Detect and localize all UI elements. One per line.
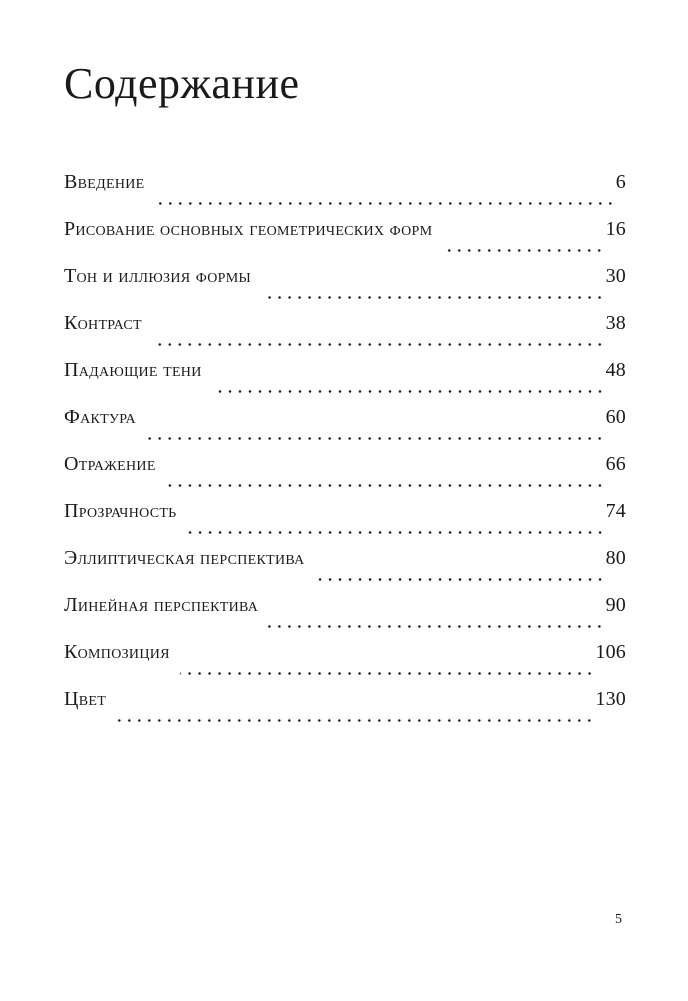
toc-entry-introduction[interactable] — [64, 172, 626, 219]
toc-entry-title: Композиция — [64, 641, 170, 663]
toc-entry-title: Рисование основных геометрических форм — [64, 218, 433, 240]
toc-entry-tone-and-form[interactable] — [64, 266, 626, 313]
toc-entry-page: 6 — [615, 171, 626, 193]
toc-entry-basic-shapes[interactable] — [64, 219, 626, 266]
toc-entry-page: 80 — [605, 547, 626, 569]
dot-leader — [315, 578, 605, 581]
toc-entry-transparency[interactable] — [64, 501, 626, 548]
toc-entry-page: 130 — [595, 688, 626, 710]
toc-entry-title: Падающие тени — [64, 359, 202, 381]
toc-entry-page: 38 — [605, 312, 626, 334]
toc-entry-page: 74 — [605, 500, 626, 522]
dot-leader — [268, 625, 604, 628]
toc-entry-title: Цвет — [64, 688, 107, 710]
toc-entry-page: 60 — [605, 406, 626, 428]
dot-leader — [261, 296, 605, 299]
toc-entry-page: 16 — [605, 218, 626, 240]
dot-leader — [152, 343, 605, 346]
toc-entry-title: Эллиптическая перспектива — [64, 547, 305, 569]
dot-leader — [180, 672, 595, 675]
toc-entry-linear-perspective[interactable] — [64, 595, 626, 642]
toc-entry-title: Линейная перспектива — [64, 594, 259, 616]
toc-entry-title: Отражение — [64, 453, 156, 475]
toc-entry-texture[interactable] — [64, 407, 626, 454]
toc-entry-elliptical-perspective[interactable] — [64, 548, 626, 595]
dot-leader — [212, 390, 605, 393]
toc-entry-title: Фактура — [64, 406, 136, 428]
toc-entry-page: 30 — [605, 265, 626, 287]
toc-entry-title: Введение — [64, 171, 145, 193]
page-title: Содержание — [64, 59, 300, 108]
dot-leader — [146, 437, 605, 440]
toc-entry-page: 66 — [605, 453, 626, 475]
dot-leader — [116, 719, 594, 722]
dot-leader — [187, 531, 605, 534]
toc-entry-contrast[interactable] — [64, 313, 626, 360]
toc-entry-page: 90 — [605, 594, 626, 616]
toc-entry-page: 106 — [595, 641, 626, 663]
toc-entry-page: 48 — [605, 359, 626, 381]
table-of-contents — [64, 172, 626, 736]
dot-leader — [155, 202, 615, 205]
toc-entry-cast-shadows[interactable] — [64, 360, 626, 407]
dot-leader — [166, 484, 605, 487]
dot-leader — [442, 249, 604, 252]
toc-entry-title: Тон и иллюзия формы — [64, 265, 251, 287]
toc-entry-composition[interactable] — [64, 642, 626, 689]
toc-entry-title: Контраст — [64, 312, 142, 334]
toc-entry-reflection[interactable] — [64, 454, 626, 501]
toc-entry-title: Прозрачность — [64, 500, 177, 522]
toc-entry-color[interactable] — [64, 689, 626, 736]
page-number: 5 — [615, 912, 622, 927]
